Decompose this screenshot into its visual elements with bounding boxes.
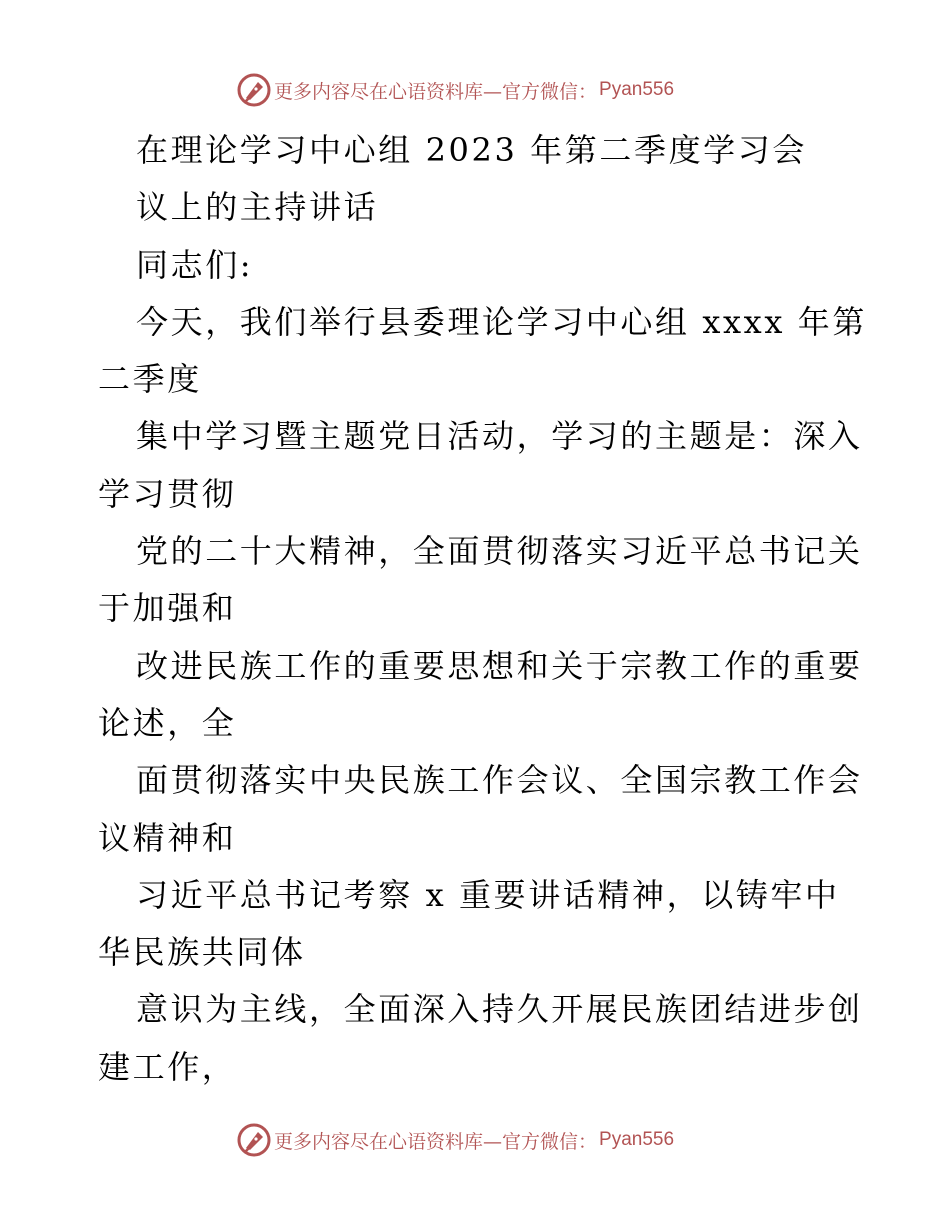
title-line-2: 议上的主持讲话 — [136, 188, 379, 227]
body-line: 论述，全 — [98, 703, 237, 742]
body-line: 习近平总书记考察 x 重要讲话精神，以铸牢中 — [136, 875, 840, 914]
body-line: 意识为主线，全面深入持久开展民族团结进步创 — [136, 990, 863, 1029]
watermark-text: 更多内容尽在心语资料库—官方微信： — [274, 1130, 598, 1153]
body-line: 于加强和 — [98, 589, 237, 628]
watermark-wechat-id: Pyan556 — [599, 79, 675, 100]
body-line: 议精神和 — [98, 818, 237, 857]
document-body — [98, 122, 867, 1096]
pen-nib-logo-icon — [236, 72, 272, 108]
footer-watermark — [236, 1120, 674, 1160]
title-line-1: 在理论学习中心组 2023 年第二季度学习会 — [136, 131, 807, 169]
body-line: 华民族共同体 — [98, 933, 306, 972]
body-line: 党的二十大精神，全面贯彻落实习近平总书记关 — [136, 532, 863, 571]
pen-nib-logo-icon — [236, 1122, 272, 1158]
salutation: 同志们: — [136, 245, 254, 284]
body-line: 今天，我们举行县委理论学习中心组 xxxx 年第 — [136, 302, 867, 341]
body-line: 学习贯彻 — [98, 474, 237, 513]
watermark-wechat-id: Pyan556 — [599, 1129, 675, 1150]
body-line: 改进民族工作的重要思想和关于宗教工作的重要 — [136, 646, 863, 685]
body-line: 建工作， — [98, 1047, 237, 1086]
body-line: 集中学习暨主题党日活动，学习的主题是：深入 — [136, 417, 863, 456]
body-line: 二季度 — [98, 360, 202, 399]
watermark-text: 更多内容尽在心语资料库—官方微信： — [274, 80, 598, 103]
header-watermark — [236, 70, 674, 110]
body-line: 面贯彻落实中央民族工作会议、全国宗教工作会 — [136, 761, 863, 800]
